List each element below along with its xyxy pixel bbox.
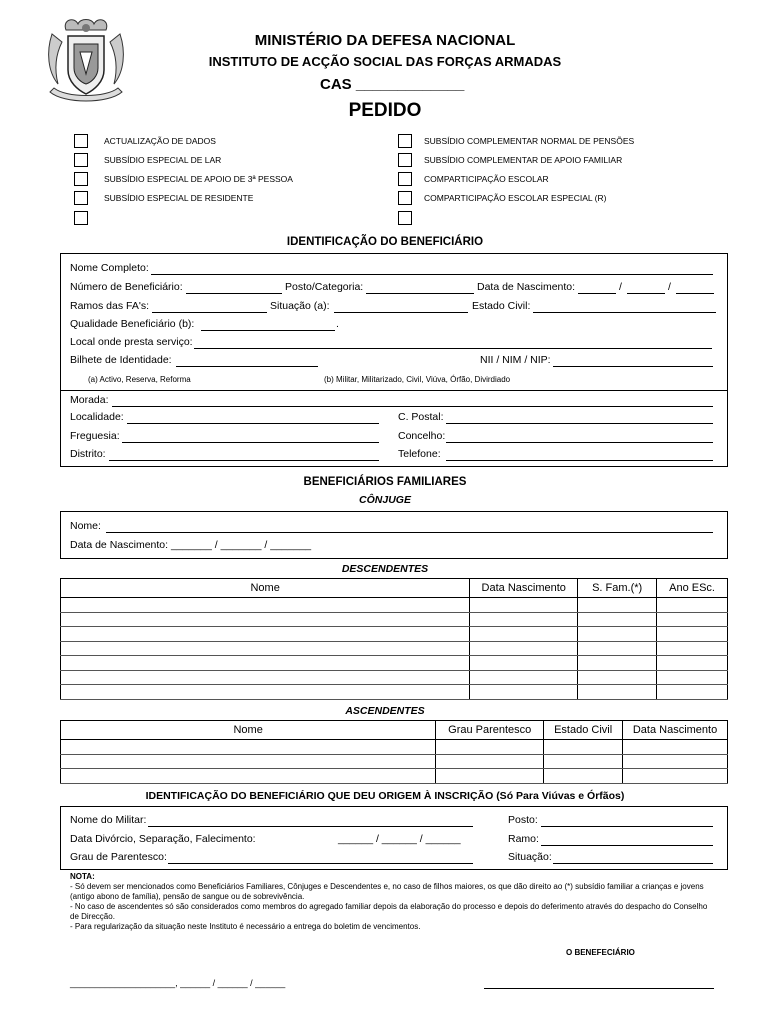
- cell[interactable]: [657, 685, 728, 700]
- option-label: SUBSÍDIO COMPLEMENTAR DE APOIO FAMILIAR: [424, 155, 623, 165]
- table-row: [61, 769, 728, 784]
- section-title-conjuge: CÔNJUGE: [359, 494, 411, 506]
- col-grau-parentesco: Grau Parentesco: [436, 721, 544, 740]
- input-ramo[interactable]: [541, 845, 713, 846]
- cell[interactable]: [436, 740, 544, 755]
- table-row: [61, 754, 728, 769]
- table-header-row: [61, 579, 728, 598]
- cell[interactable]: [61, 685, 470, 700]
- input-grau-parentesco[interactable]: [168, 863, 473, 864]
- option-label: SUBSÍDIO ESPECIAL DE LAR: [104, 155, 222, 165]
- cell[interactable]: [470, 612, 578, 627]
- cell[interactable]: [657, 656, 728, 671]
- col-nome: Nome: [61, 579, 470, 598]
- input-ramos[interactable]: [152, 312, 267, 313]
- cell[interactable]: [544, 740, 623, 755]
- ministry-title: MINISTÉRIO DA DEFESA NACIONAL: [254, 32, 516, 49]
- label-nii: NII / NIM / NIP:: [480, 354, 551, 366]
- input-ano[interactable]: [676, 293, 714, 294]
- input-estado-civil[interactable]: [533, 312, 716, 313]
- descendentes-table: [60, 578, 728, 700]
- label-bilhete: Bilhete de Identidade:: [70, 354, 172, 366]
- option-label: SUBSÍDIO COMPLEMENTAR NORMAL DE PENSÕES: [424, 136, 635, 146]
- date-fill[interactable]: _______ / _______ / _______: [170, 539, 312, 551]
- note-b: (b) Militar, Militarizado, Civil, Viúva, Órfão, Divirdiado: [324, 375, 511, 384]
- input-nii[interactable]: [553, 366, 713, 367]
- page-title: PEDIDO: [348, 100, 422, 121]
- section-title-ascendentes: ASCENDENTES: [345, 705, 425, 717]
- option-label: ACTUALIZAÇÃO DE DADOS: [104, 136, 216, 146]
- nota-block: [70, 872, 710, 932]
- signature-line[interactable]: [484, 988, 714, 989]
- input-posto-origem[interactable]: [541, 826, 713, 827]
- input-freguesia[interactable]: [122, 442, 379, 443]
- cell[interactable]: [578, 656, 657, 671]
- input-concelho[interactable]: [446, 442, 713, 443]
- cell[interactable]: [61, 754, 436, 769]
- checkbox-actualizacao[interactable]: [74, 134, 88, 148]
- cell[interactable]: [578, 641, 657, 656]
- label-telefone: Telefone:: [398, 448, 441, 460]
- cell[interactable]: [470, 670, 578, 685]
- input-qualidade[interactable]: [201, 330, 335, 331]
- checkbox-normal-pensoes[interactable]: [398, 134, 412, 148]
- section-title-beneficiario: IDENTIFICAÇÃO DO BENEFICIÁRIO: [286, 236, 484, 248]
- table-row: [61, 612, 728, 627]
- table-row: [61, 740, 728, 755]
- section-title-familiares: BENEFICIÁRIOS FAMILIARES: [303, 476, 467, 488]
- cas-field: CAS _____________: [320, 76, 465, 93]
- cell[interactable]: [623, 740, 728, 755]
- input-telefone[interactable]: [446, 460, 713, 461]
- checkbox-blank-right[interactable]: [398, 211, 412, 225]
- cell[interactable]: [470, 598, 578, 613]
- label-posto: Posto/Categoria:: [285, 281, 364, 293]
- input-numero-beneficiario[interactable]: [186, 293, 282, 294]
- label-conjuge-nascimento: [70, 539, 311, 551]
- col-ano-esc: Ano ESc.: [657, 579, 728, 598]
- cell[interactable]: [578, 627, 657, 642]
- table-row: [61, 685, 728, 700]
- label-situacao-origem: Situação:: [508, 851, 552, 863]
- checkbox-comparticipacao-especial[interactable]: [398, 191, 412, 205]
- period: .: [336, 318, 339, 330]
- nota-line-2: - No caso de ascendentes só são considerados como membros do agregado familiar depois da elaboração do processo e depois do deferimento através do despacho do Conselho de Direcção.: [70, 902, 708, 921]
- section-title-descendentes: DESCENDENTES: [341, 563, 429, 575]
- option-label: COMPARTICIPAÇÃO ESCOLAR: [424, 174, 549, 184]
- checkbox-residente[interactable]: [74, 191, 88, 205]
- cell[interactable]: [470, 641, 578, 656]
- date-fill-divorcio[interactable]: ______ / ______ / ______: [338, 833, 461, 845]
- input-situacao-origem[interactable]: [553, 863, 713, 864]
- checkbox-blank-left[interactable]: [74, 211, 88, 225]
- table-row: [61, 670, 728, 685]
- label-situacao: Situação (a):: [270, 300, 330, 312]
- cell[interactable]: [578, 612, 657, 627]
- conjuge-box: [60, 511, 728, 559]
- cell[interactable]: [436, 769, 544, 784]
- input-bilhete[interactable]: [176, 366, 318, 367]
- cell[interactable]: [470, 685, 578, 700]
- divider: [60, 390, 728, 391]
- label-nome-completo: Nome Completo:: [70, 262, 149, 274]
- input-morada[interactable]: [112, 406, 713, 407]
- cell[interactable]: [61, 740, 436, 755]
- cell[interactable]: [623, 754, 728, 769]
- cell[interactable]: [61, 656, 470, 671]
- option-label: SUBSÍDIO ESPECIAL DE APOIO DE 3ª PESSOA: [104, 174, 293, 184]
- cell[interactable]: [544, 769, 623, 784]
- nota-title: NOTA:: [70, 872, 95, 881]
- option-label: COMPARTICIPAÇÃO ESCOLAR ESPECIAL (R): [424, 193, 607, 203]
- label-freguesia: Freguesia:: [70, 430, 120, 442]
- input-conjuge-nome[interactable]: [106, 532, 713, 533]
- input-mes[interactable]: [627, 293, 665, 294]
- cell[interactable]: [436, 754, 544, 769]
- cell[interactable]: [657, 627, 728, 642]
- cell[interactable]: [61, 612, 470, 627]
- cell[interactable]: [578, 598, 657, 613]
- note-a: (a) Activo, Reserva, Reforma: [88, 375, 191, 384]
- nota-line-1: - Só devem ser mencionados como Beneficiários Familiares, Cônjuges e Descendentes e, no caso de filhos maiores, os que dão direito ao (*) subsídio familiar a crianças e jovens (antigo abono de família), pensão de sangue ou de sobrevivência.: [70, 882, 704, 901]
- label-qualidade: Qualidade Beneficiário (b):: [70, 318, 195, 330]
- label-cpostal: C. Postal:: [398, 411, 444, 423]
- institute-title: INSTITUTO DE ACÇÃO SOCIAL DAS FORÇAS ARMADAS: [208, 54, 562, 69]
- input-nome-militar[interactable]: [148, 826, 473, 827]
- label-numero-beneficiario: Número de Beneficiário:: [70, 281, 183, 293]
- table-row: [61, 641, 728, 656]
- cell[interactable]: [657, 612, 728, 627]
- cell[interactable]: [61, 598, 470, 613]
- label-data-nascimento: Data de Nascimento:: [477, 281, 576, 293]
- cell[interactable]: [61, 641, 470, 656]
- cell[interactable]: [61, 769, 436, 784]
- signature-date-line[interactable]: _____________________, ______ / ______ / ______: [70, 978, 286, 988]
- label-data-divorcio: Data Divórcio, Separação, Falecimento:: [70, 833, 256, 845]
- label-posto-origem: Posto:: [508, 814, 538, 826]
- input-localidade[interactable]: [127, 423, 379, 424]
- label-ramo: Ramo:: [508, 833, 539, 845]
- cell[interactable]: [657, 598, 728, 613]
- cell[interactable]: [470, 627, 578, 642]
- checkbox-apoio-3-pessoa[interactable]: [74, 172, 88, 186]
- slash: /: [619, 281, 622, 293]
- slash: /: [668, 281, 671, 293]
- col-nome: Nome: [61, 721, 436, 740]
- cell[interactable]: [623, 769, 728, 784]
- cell[interactable]: [578, 685, 657, 700]
- label-ramos: Ramos das FA's:: [70, 300, 150, 312]
- label-concelho: Concelho:: [398, 430, 446, 442]
- nota-line-3: - Para regularização da situação neste Instituto é necessário a entrega do boletim de vencimentos.: [70, 922, 421, 931]
- col-data-nascimento: Data Nascimento: [470, 579, 578, 598]
- input-situacao[interactable]: [334, 312, 468, 313]
- label-morada: Morada:: [70, 394, 109, 406]
- input-dia[interactable]: [578, 293, 616, 294]
- input-posto[interactable]: [366, 293, 474, 294]
- label-grau-parentesco: Grau de Parentesco:: [70, 851, 167, 863]
- col-estado-civil: Estado Civil: [544, 721, 623, 740]
- input-local-servico[interactable]: [194, 348, 712, 349]
- checkbox-lar[interactable]: [74, 153, 88, 167]
- label-estado-civil: Estado Civil:: [472, 300, 531, 312]
- col-data-nascimento: Data Nascimento: [623, 721, 728, 740]
- cell[interactable]: [61, 627, 470, 642]
- cell[interactable]: [657, 670, 728, 685]
- input-cpostal[interactable]: [446, 423, 713, 424]
- checkbox-apoio-familiar[interactable]: [398, 153, 412, 167]
- input-nome-completo[interactable]: [151, 274, 713, 275]
- ascendentes-table: [60, 720, 728, 784]
- col-sfam: S. Fam.(*): [578, 579, 657, 598]
- table-row: [61, 598, 728, 613]
- label-distrito: Distrito:: [70, 448, 106, 460]
- cell[interactable]: [578, 670, 657, 685]
- cell[interactable]: [657, 641, 728, 656]
- section-title-origem: IDENTIFICAÇÃO DO BENEFICIÁRIO QUE DEU ORIGEM À INSCRIÇÃO (Só Para Viúvas e Órfãos): [145, 790, 625, 802]
- label-text: Data de Nascimento:: [70, 539, 169, 551]
- label-local-servico: Local onde presta serviço:: [70, 336, 193, 348]
- label-localidade: Localidade:: [70, 411, 124, 423]
- label-conjuge-nome: Nome:: [70, 520, 101, 532]
- table-row: [61, 656, 728, 671]
- label-nome-militar: Nome do Militar:: [70, 814, 147, 826]
- table-header-row: [61, 721, 728, 740]
- input-distrito[interactable]: [109, 460, 379, 461]
- option-label: SUBSÍDIO ESPECIAL DE RESIDENTE: [104, 193, 254, 203]
- checkbox-comparticipacao[interactable]: [398, 172, 412, 186]
- cell[interactable]: [61, 670, 470, 685]
- cell[interactable]: [544, 754, 623, 769]
- table-row: [61, 627, 728, 642]
- signature-label: O BENEFECIÁRIO: [566, 948, 635, 957]
- cell[interactable]: [470, 656, 578, 671]
